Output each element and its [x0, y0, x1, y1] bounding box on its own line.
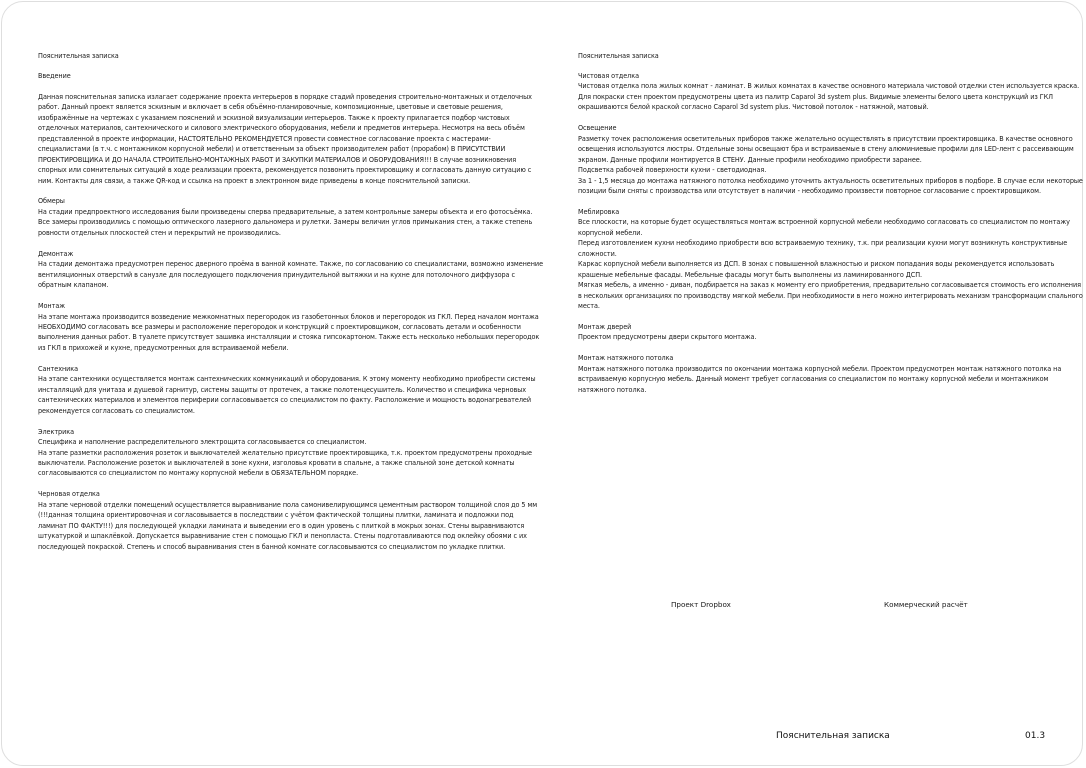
section-heading: Электрика — [38, 426, 75, 436]
commercial-estimate-link[interactable]: Коммерческий расчёт — [884, 600, 968, 609]
section-doors — [578, 322, 1083, 343]
section-text: Чистовая отделка пола жилых комнат - ламинат. В жилых комнатах в качестве основного материала чистовой отделки стен используется краска. Для покраски стен проектом предусмотрены цвета из палитр Caparol 3d system plus. Видимые элементы белого цвета конструкций из ГКЛ окрашиваются белой краской согласно Caparol 3d system plus. Чистовой потолок - натяжной, матовый. — [578, 81, 1080, 112]
page-number: 01.3 — [1025, 731, 1046, 741]
section-heading: Освещение — [578, 123, 617, 133]
section-rough-finish — [38, 489, 543, 552]
section-lighting — [578, 123, 1083, 196]
section-heading: Демонтаж — [38, 248, 74, 258]
section-text: Мягкая мебель, а именно - диван, подбирается на заказ к моменту его приобретения, предварительно согласовывается стоимость его исполнения в нескольких организациях по производству мягкой мебели. При необходимости в него можно интегрировать механизм трансформации спального места. — [578, 280, 1083, 311]
section-measurements — [38, 196, 543, 238]
section-heading: Монтаж дверей — [578, 321, 632, 331]
left-page — [38, 51, 543, 563]
section-text: На стадии предпроектного исследования были произведены сперва предварительные, а затем контрольные замеры объекта и его фотосъёмка. Все замеры производились с помощью оптического лазерного дальномера и рулетки. Замеры величин углов примыкания стен, а также степень ровности отдельных плоскостей стен и перекрытий не производились. — [38, 206, 533, 237]
section-intro — [38, 71, 543, 186]
section-text: Разметку точек расположения осветительных приборов также желательно осуществлять в присутствии проектировщика. В качестве основного освещения используются люстры. Отдельные зоны освещают бра и встраиваемые в стену алюминиевые профили для LED-лент с рассеивающим экраном. Данные профили монтируется В СТЕНУ. Данные профили необходимо приобрести заранее. — [578, 133, 1074, 164]
section-text: На стадии демонтажа предусмотрен перенос дверного проёма в ванной комнате. Также, по согласованию со специалистами, возможно изменение вентиляционных отверстий в санузле для последующего подключения принудительной вытяжки и на кухне для потолочного диффузора с обратным клапаном. — [38, 259, 543, 290]
section-text: Данная пояснительная записка излагает содержание проекта интерьеров в порядке стадий проведения строительно-монтажных и отделочных работ. Данный проект является эскизным и включает в себя объёмно-планировочные, композиционные, цветовые и световые решения, изображённые на чертежах с указанием пояснений и эскизной визуализации интерьеров. Также к проекту прилагается подбор чистовых отделочных материалов, сантехнического и силового электрического оборудования, мебели и предметов интерьера. Несмотря на весь объём представленной в проекте информации, НАСТОЯТЕЛЬНО РЕКОМЕНДУЕТСЯ провести совместное согласование проекта с мастерами-специалистами (в т.ч. с монтажником корпусной мебели) и ответственным за объект производителем работ (прорабом) В ПРИСУТСТВИИ ПРОЕКТИРОВЩИКА И ДО НАЧАЛА СТРОИТЕЛЬНО-МОНТАЖНЫХ РАБОТ И ЗАКУПКИ МАТЕРИАЛОВ И ОБОРУДОВАНИЯ!!! В случае возникновения спорных или сомнительных ситуаций в ходе реализации проекта, рекомендуется позвонить проектировщику и согласовать данную ситуацию с ним. Контакты для связи, а также QR-код и ссылка на проект в электронном виде приведены в конце пояснительной записки. — [38, 91, 532, 185]
section-text: На этапе сантехники осуществляется монтаж сантехнических коммуникаций и оборудования. К этому моменту необходимо приобрести системы инсталляций для унитаза и душевой гарнитур, системы защиты от протечек, а также полотенцесушитель. Количество и специфика черновых сантехнических материалов и элементов периферии согласовывается со специалистом по факту. Расположение и мощность водонагревателей рекомендуется согласовать со специалистом. — [38, 374, 536, 415]
section-text: Монтаж натяжного потолка производится по окончании монтажа корпусной мебели. Проектом предусмотрен монтаж натяжного потолка на встраиваемую корпусную мебель. Данный момент требует согласования со специалистом по монтажу корпусной мебели и монтажником натяжного потолка. — [578, 363, 1062, 394]
dropbox-project-link[interactable]: Проект Dropbox — [671, 600, 731, 609]
section-heading: Обмеры — [38, 196, 65, 206]
section-final-finish — [578, 71, 1083, 113]
section-text: На этапе монтажа производится возведение межкомнатных перегородок из газобетонных блоков и перегородок из ГКЛ. Перед началом монтажа НЕОБХОДИМО согласовать все размеры и расположение перегородок и конструкций с проектировщиком, согласовать детали и особенности выполнения данных работ. В туалете присутствует зашивка инсталляции и стояка гипсокартоном. Также есть несколько небольших перегородок из ГКЛ в прихожей и кухне, предусмотренных для встраиваемой мебели. — [38, 311, 540, 352]
section-heading: Черновая отделка — [38, 489, 100, 499]
section-text: На этапе черновой отделки помещений осуществляется выравнивание пола самонивелирующимся цементным раствором толщиной слоя до 5 мм (!!!данная толщина ориентировочная и согласовывается в последствии с учётом фактической толщины плитки, ламината и подложки под ламинат ПО ФАКТУ!!!) для последующей укладки ламината и выведении его в один уровень с плиткой в мокрых зонах. Стены выравниваются штукатуркой и шпаклёвкой. Допускается выравнивание стен с помощью ГКЛ и пенопласта. Стены подготавливаются под оклейку обоями с их последующей покраской. Степень и способ выравнивания стен в банной комнате согласовываются со специалистом по укладке плитки. — [38, 499, 538, 551]
page-title: Пояснительная записка — [38, 51, 119, 60]
section-heading: Меблировка — [578, 206, 620, 216]
page-title: Пояснительная записка — [578, 51, 659, 60]
section-heading: Монтаж натяжного потолка — [578, 353, 674, 363]
section-heading: Введение — [38, 70, 71, 80]
section-text: Каркас корпусной мебели выполняется из ДСП. В зонах с повышенной влажностью и риском попадания воды рекомендуется использовать крашеные мебельные фасады. Мебельные фасады могут быть выполнены из ламинированного ДСП. — [578, 259, 1055, 279]
section-electrical — [38, 427, 543, 479]
section-furnishing — [578, 207, 1083, 312]
section-text: Специфика и наполнение распределительного электрощита согласовывается со специалистом. — [38, 437, 367, 447]
section-text: Перед изготовлением кухни необходимо приобрести всю встраиваемую технику, т.к. при реализации кухни могут возникнуть конструктивные сложности. — [578, 238, 1068, 258]
section-text: Проектом предусмотрены двери скрытого монтажа. — [578, 332, 757, 342]
section-text: На этапе разметки расположения розеток и выключателей желательно присутствие проектировщика, т.к. проектом предусмотрены проходные выключатели. Расположение розеток и выключателей в зоне кухни, изголовья кровати в спальне, а также спальной зоне детской комнаты согласовываются со специалистом по монтажу корпусной мебели в ОБЯЗАТЕЛЬНОМ порядке. — [38, 447, 532, 478]
section-text: Подсветка рабочей поверхности кухни - светодиодная. — [578, 165, 767, 175]
section-demolition — [38, 249, 543, 291]
right-page — [578, 51, 1083, 406]
section-heading: Сантехника — [38, 363, 79, 373]
footer-title: Пояснительная записка — [776, 731, 890, 741]
section-text: Все плоскости, на которые будет осуществляться монтаж встроенной корпусной мебели необходимо согласовать со специалистом по монтажу корпусной мебели. — [578, 217, 1070, 237]
section-plumbing — [38, 364, 543, 416]
section-stretch-ceiling — [578, 353, 1083, 395]
section-heading: Монтаж — [38, 301, 66, 311]
section-heading: Чистовая отделка — [578, 70, 639, 80]
section-installation — [38, 301, 543, 353]
section-text: За 1 - 1,5 месяца до монтажа натяжного потолка необходимо уточнить актуальность осветительных приборов в подборе. В случае если некоторые позиции были сняты с производства или отсутствует в наличии - необходимо произвести повторное согласование с проектировщиком. — [578, 175, 1083, 195]
